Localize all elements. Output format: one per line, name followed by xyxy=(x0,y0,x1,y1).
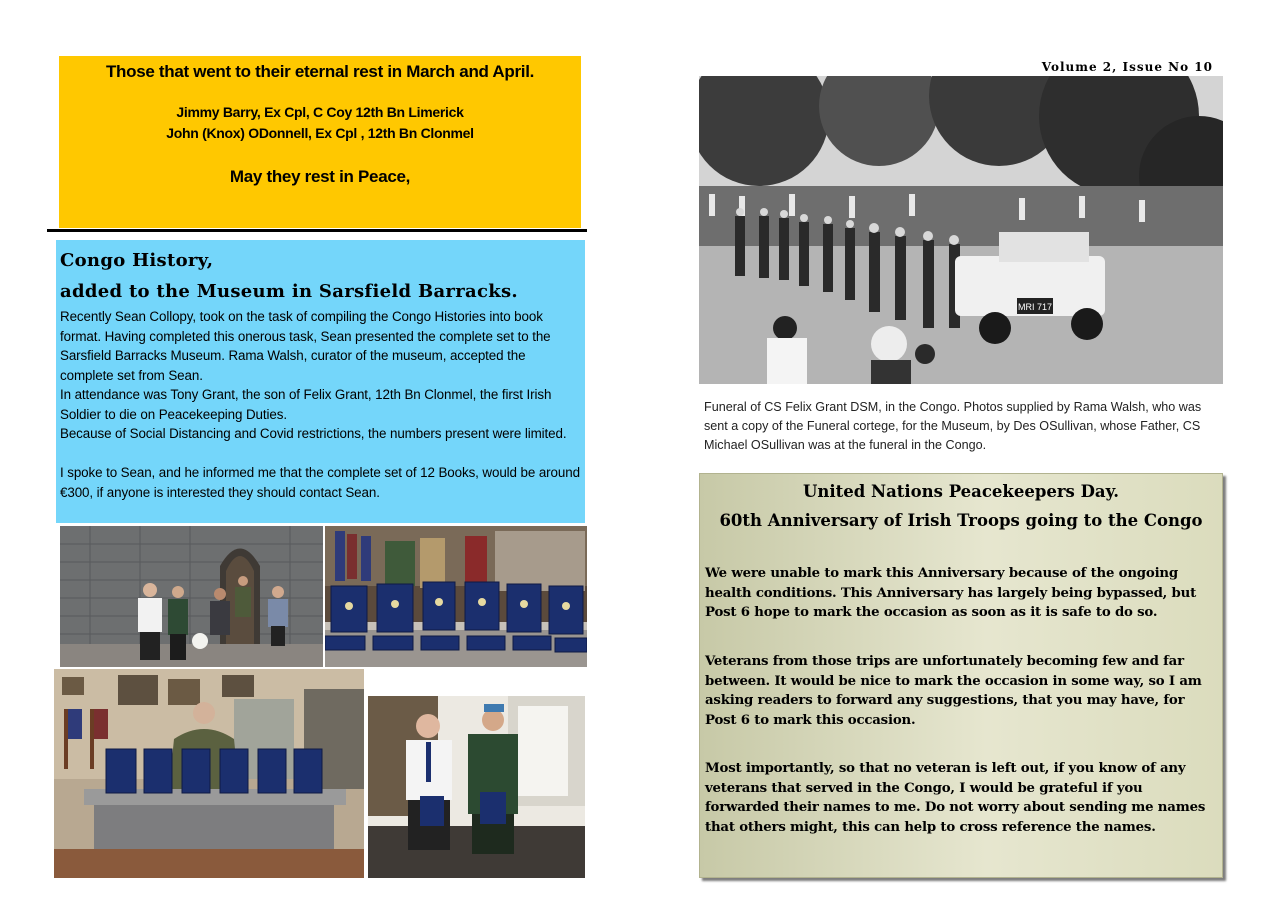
photo-collage xyxy=(54,524,585,878)
memorial-notice xyxy=(59,56,581,228)
box-paragraph: Most importantly, so that no veteran is left out, if you know of any veterans that served in the Congo, I would be grateful if you forwarded their names to me. Do not worry about sending me names that others might, this can help to cross reference the names. xyxy=(705,761,1206,836)
box-subtitle: 60th Anniversary of Irish Troops going to the Congo xyxy=(719,511,1203,530)
box-title: United Nations Peacekeepers Day. xyxy=(802,482,1120,501)
article-heading: Congo History, xyxy=(60,250,214,271)
peacekeepers-day-box xyxy=(699,473,1223,878)
memorial-closing: May they rest in Peace, xyxy=(229,167,411,186)
box-paragraph: We were unable to mark this Anniversary because of the ongoing health conditions. This Anniversary has largely being bypassed, but Post 6 hope to mark the occasion as soon as it is safe to do so. xyxy=(705,566,1197,621)
box-paragraph: Veterans from those trips are unfortunately becoming few and far between. It would be nice to mark the occasion in some way, so I am asking readers to forward any suggestions, that you may have, for Post 6 to mark this occasion. xyxy=(705,654,1202,729)
photo-funeral-cortege xyxy=(699,76,1223,384)
photo-presentation-outside-church xyxy=(60,526,323,667)
article-body xyxy=(60,307,582,502)
memorial-title: Those that went to their eternal rest in March and April. xyxy=(105,62,535,81)
article-paragraph: In attendance was Tony Grant, the son of Felix Grant, 12th Bn Clonmel, the first Irish Soldier to die on Peacekeeping Duties. xyxy=(60,387,552,422)
article-paragraph: Because of Social Distancing and Covid restrictions, the numbers present were limited. xyxy=(60,426,567,441)
congo-history-article xyxy=(56,240,585,523)
photo-two-veterans xyxy=(368,696,585,878)
memorial-name: Jimmy Barry, Ex Cpl, C Coy 12th Bn Limerick xyxy=(176,104,464,120)
article-subheading: added to the Museum in Sarsfield Barracks. xyxy=(60,281,518,302)
memorial-name: John (Knox) ODonnell, Ex Cpl , 12th Bn Clonmel xyxy=(166,125,474,141)
photo-book-set-display xyxy=(325,526,587,667)
vehicle-number-plate: MRI 717 xyxy=(1017,302,1053,312)
photo-soldier-with-books xyxy=(54,669,364,878)
issue-label: Volume 2, Issue No 10 xyxy=(1041,60,1213,74)
article-paragraph: Recently Sean Collopy, took on the task of compiling the Congo Histories into book format. Having completed this onerous task, Sean presented the complete set to the Sarsfield Barracks Museum. Rama Walsh, curator of the museum, accepted the complete set from Sean. xyxy=(60,309,551,383)
divider xyxy=(47,229,587,232)
article-paragraph: I spoke to Sean, and he informed me that the complete set of 12 Books, would be around €300, if anyone is interested they should contact Sean. xyxy=(60,465,580,500)
funeral-photo-caption: Funeral of CS Felix Grant DSM, in the Congo. Photos supplied by Rama Walsh, who was sent a copy of the Funeral cortege, for the Museum, by Des OSullivan, whose Father, CS Michael OSullivan was at the funeral in the Congo. xyxy=(704,400,1202,452)
